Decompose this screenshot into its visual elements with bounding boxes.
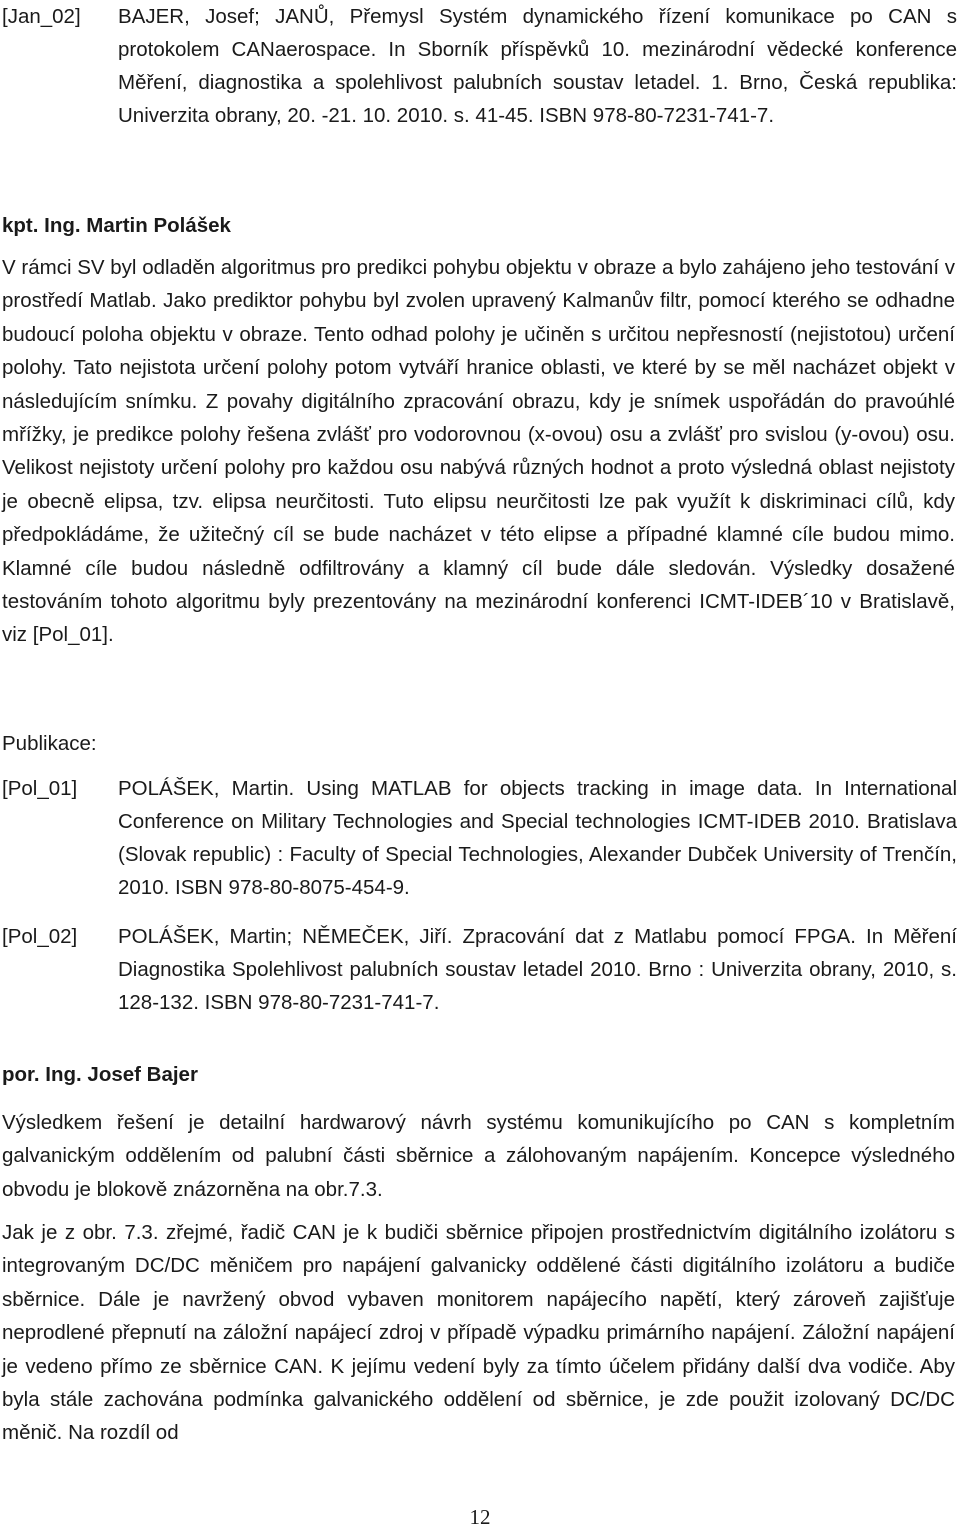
publication-text: POLÁŠEK, Martin. Using MATLAB for objects tracking in image data. In International Conference on Military Technologies and Special technologies ICMT-IDEB 2010. Bratislava (Slovak republic) : Faculty of Special Technologies, Alexander Dubček University of Trenčín, 2010. ISBN 978-80-8075-454-9.: [118, 777, 957, 899]
publications-label: Publikace:: [2, 732, 97, 755]
reference-text: BAJER, Josef; JANŮ, Přemysl Systém dynamického řízení komunikace po CAN s protokolem CANaerospace. In Sborník příspěvků 10. mezinárodní vědecké konference Měření, diagnostika a spolehlivost palubních soustav letadel. 1. Brno, Česká republika: Univerzita obrany, 20. -21. 10. 2010. s. 41-45. ISBN 978-80-7231-741-7.: [118, 5, 957, 127]
paragraph-polasek: V rámci SV byl odladěn algoritmus pro predikci pohybu objektu v obraze a bylo zahájeno jeho testování v prostředí Matlab. Jako prediktor pohybu byl zvolen upravený Kalmanův filtr, pomocí kterého se odhadne budoucí poloha objektu v obraze. Tento odhad polohy je učiněn s určitou nepřesností (nejistotou) určení polohy. Tato nejistota určení polohy potom vytváří hranice oblasti, ve které by se měl nacházet objekt v následujícím snímku. Z povahy digitálního zpracování obrazu, kdy je snímek uspořádán do pravoúhlé mřížky, je predikce polohy řešena zvlášť pro vodorovnou (x-ovou) osu a zvlášť pro svislou (y-ovou) osu. Velikost nejistoty určení polohy pro každou osu nabývá různých hodnot a proto výsledná oblast nejistoty je obecně elipsa, tzv. elipsa neurčitosti. Tuto elipsu neurčitosti lze pak využít k diskriminaci cílů, kdy předpokládáme, že užitečný cíl se bude nacházet v této elipse a případné klamné cíle budou mimo. Klamné cíle budou následně odfiltrovány a klamný cíl bude dále sledován. Výsledky dosažené testováním tohoto algoritmu byly prezentovány na mezinárodní konferenci ICMT-IDEB´10 v Bratislavě, viz [Pol_01].: [2, 256, 955, 647]
publication-tag: [Pol_02]: [2, 925, 78, 948]
reference-jan-02: [2, 0, 957, 132]
publication-tag: [Pol_01]: [2, 777, 78, 800]
section-heading-polasek: kpt. Ing. Martin Polášek: [2, 214, 231, 237]
paragraph-bajer-1: Výsledkem řešení je detailní hardwarový návrh systému komunikujícího po CAN s kompletním galvanickým oddělením od palubní části sběrnice a zálohovaným napájením. Koncepce výsledného obvodu je blokově znázorněna na obr.7.3.: [2, 1111, 955, 1201]
publication-pol-01: [2, 772, 957, 904]
publication-pol-02: [2, 920, 957, 1019]
section-heading-bajer: por. Ing. Josef Bajer: [2, 1063, 198, 1086]
reference-tag: [Jan_02]: [2, 5, 81, 28]
paragraph-bajer-2: Jak je z obr. 7.3. zřejmé, řadič CAN je k budiči sběrnice připojen prostřednictvím digitálního izolátoru s integrovaným DC/DC měničem pro napájení galvanicky oddělené části digitálního izolátoru a budiče sběrnice. Dále je navržený obvod vybaven monitorem napájecího napětí, který zároveň zajišťuje neprodlené přepnutí na záložní napájecí zdroj v případě výpadku primárního napájení. Záložní napájení je vedeno přímo ze sběrnice CAN. K jejímu vedení byly za tímto účelem přidány další dva vodiče. Aby byla stále zachována podmínka galvanického oddělení od sběrnice, je zde použit izolovaný DC/DC měnič. Na rozdíl od: [2, 1221, 955, 1445]
publication-text: POLÁŠEK, Martin; NĚMEČEK, Jiří. Zpracování dat z Matlabu pomocí FPGA. In Měření Diagnostika Spolehlivost palubních soustav letadel 2010. Brno : Univerzita obrany, 2010, s. 128-132. ISBN 978-80-7231-741-7.: [118, 925, 957, 1014]
page-number: 12: [469, 1505, 491, 1529]
